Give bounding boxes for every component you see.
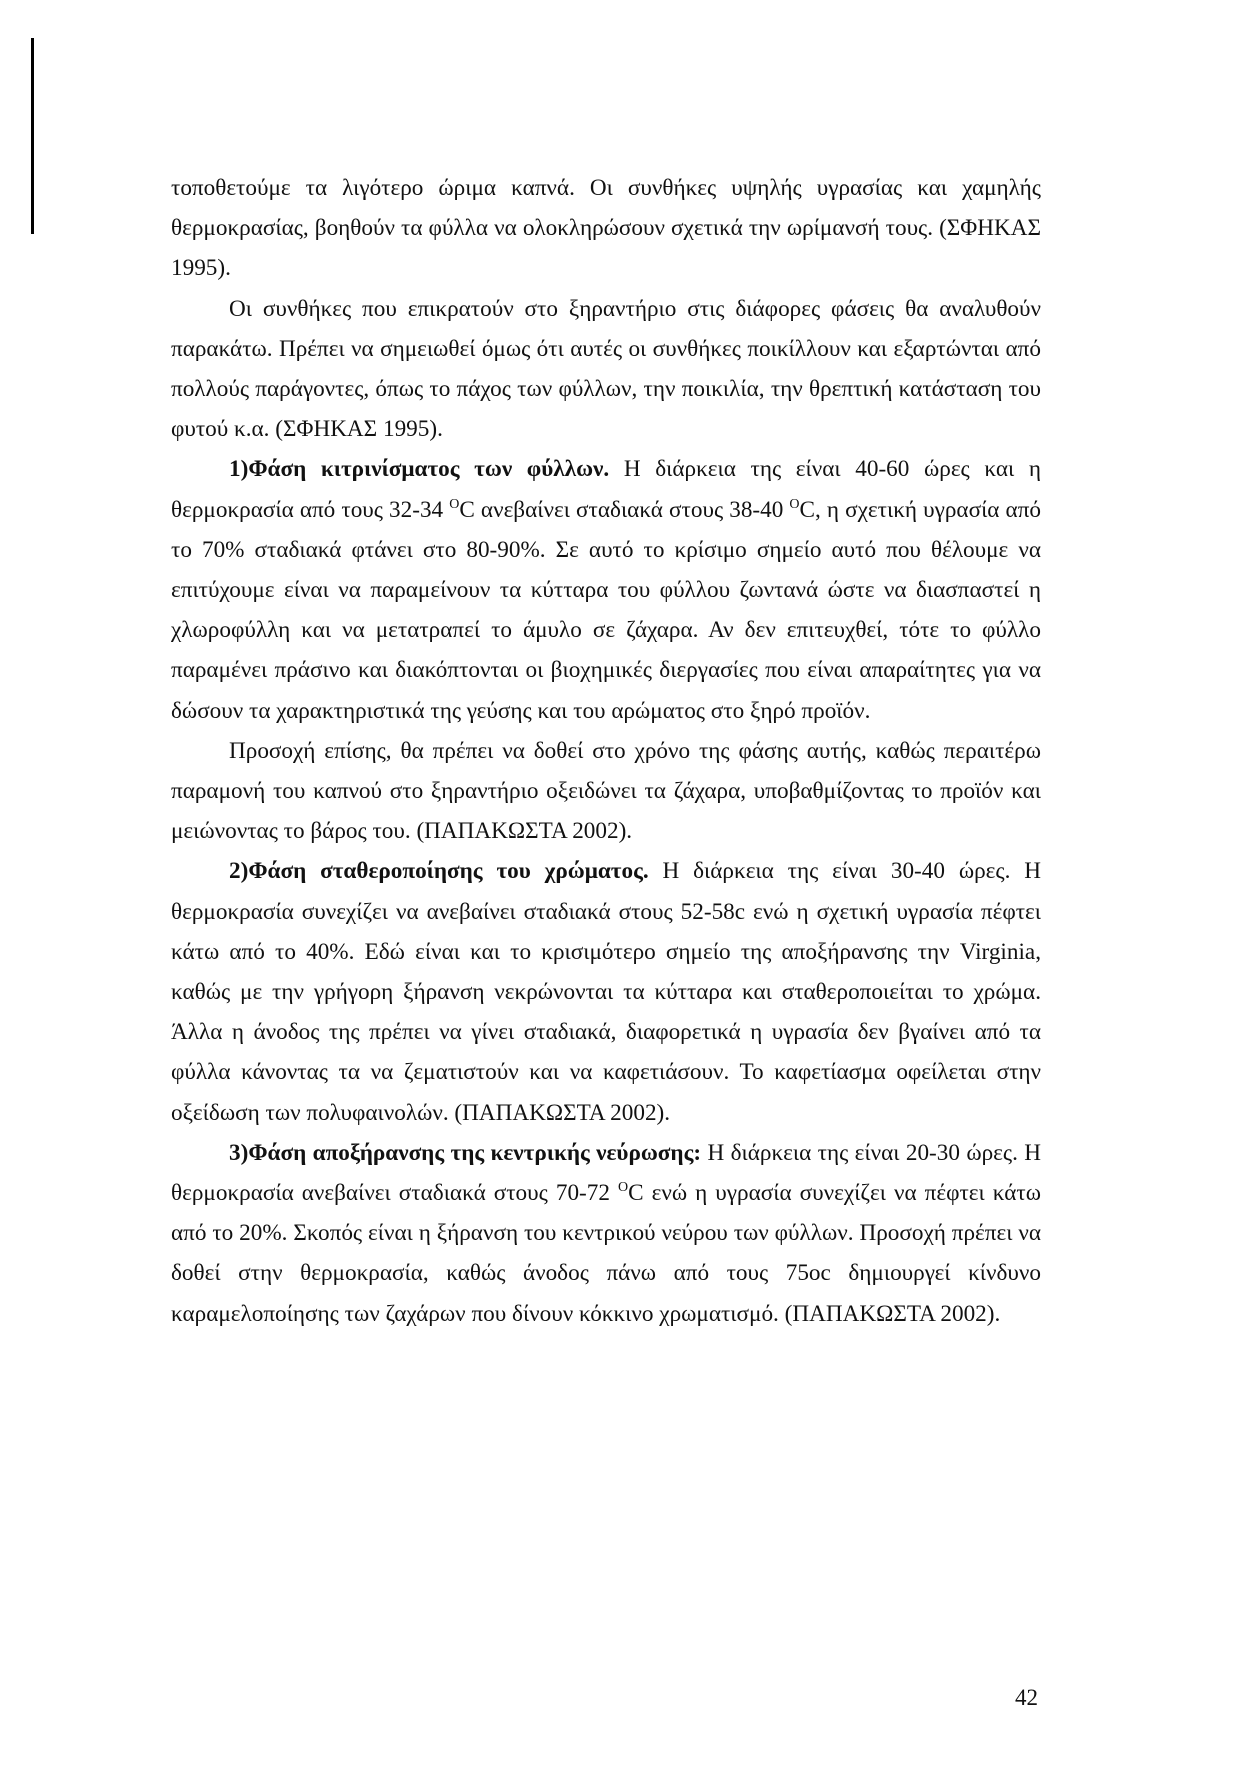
paragraph-drying-conditions — [171, 289, 1041, 450]
page-number: 42 — [1015, 1685, 1038, 1710]
paragraph-text: Η διάρκεια της είναι 30-40 ώρες. Η θερμοκρασία συνεχίζει να ανεβαίνει σταδιακά στους 52-58c ενώ η σχετική υγρασία πέφτει κάτω από το 40%. Εδώ είναι και το κρισιμότερο σημείο της αποξήρανσης την Virginia, καθώς με την γρήγορη ξήρανση νεκρώνονται τα κύτταρα και σταθεροποιείται το χρώμα. Άλλα η άνοδος της πρέπει να γίνει σταδιακά, διαφορετικά η υγρασία δεν βγαίνει από τα φύλλα κάνοντας τα να ζεματιστούν και να καφετιάσουν. Το καφετίασμα οφείλεται στην οξείδωση των πολυφαινολών. (ΠΑΠΑΚΩΣΤΑ 2002). — [171, 858, 1041, 1126]
paragraph-text: Προσοχή επίσης, θα πρέπει να δοθεί στο χρόνο της φάσης αυτής, καθώς περαιτέρω παραμονή του καπνού στο ξηραντήριο οξειδώνει τα ζάχαρα, υποβαθμίζοντας το προϊόν και μειώνοντας το βάρος του. (ΠΑΠΑΚΩΣΤΑ 2002). — [171, 737, 1041, 845]
paragraph-phase-color-fixing — [171, 851, 1041, 1132]
paragraph-phase-yellowing — [171, 449, 1041, 730]
phase-title: 1)Φάση κιτρινίσματος των φύλλων. — [229, 456, 610, 483]
scan-edge-line — [31, 38, 34, 234]
paragraph-text: C, η σχετική υγρασία από το 70% σταδιακά φτάνει στο 80-90%. Σε αυτό το κρίσιμο σημείο αυτό που θέλουμε να επιτύχουμε είναι να παραμείνουν τα κύτταρα του φύλλου ζωντανά ώστε να διασπαστεί η χλωροφύλλη και να μετατραπεί το άμυλο σε ζάχαρα. Αν δεν επιτευχθεί, τότε το φύλλο παραμένει πράσινο και διακόπτονται οι βιοχημικές διεργασίες που είναι απαραίτητες για να δώσουν τα χαρακτηριστικά της γεύσης και του αρώματος στο ξηρό προϊόν. — [171, 496, 1041, 724]
paragraph-text: Η διάρκεια της είναι 40-60 ώρες και η θερμοκρασία από τους 32-34 — [171, 456, 1041, 523]
degree-superscript: O — [617, 1180, 629, 1196]
paragraph-continuation — [171, 168, 1041, 289]
phase-title: 3)Φάση αποξήρανσης της κεντρικής νεύρωσης: — [229, 1139, 702, 1166]
degree-superscript: O — [449, 496, 460, 512]
paragraph-text: C ενώ η υγρασία συνεχίζει να πέφτει κάτω από το 20%. Σκοπός είναι η ξήρανση του κεντρικού νεύρου των φύλλων. Προσοχή πρέπει να δοθεί στην θερμοκρασία, καθώς άνοδος πάνω από τους 75oc δημιουργεί κίνδυνο καραμελοποίησης των ζαχάρων που δίνουν κόκκινο χρωματισμό. (ΠΑΠΑΚΩΣΤΑ 2002). — [171, 1180, 1041, 1327]
paragraph-text: τοποθετούμε τα λιγότερο ώριμα καπνά. Οι συνθήκες υψηλής υγρασίας και χαμηλής θερμοκρασίας, βοηθούν τα φύλλα να ολοκληρώσουν σχετικά την ωρίμανσή τους. (ΣΦΗΚΑΣ 1995). — [171, 175, 1041, 282]
paragraph-caution-oxidation — [171, 731, 1041, 852]
phase-title: 2)Φάση σταθεροποίησης του χρώματος. — [229, 858, 649, 885]
document-page — [171, 168, 1041, 1334]
paragraph-phase-midrib-drying — [171, 1133, 1041, 1334]
paragraph-text: C ανεβαίνει σταδιακά στους 38-40 — [459, 496, 790, 523]
paragraph-text: Οι συνθήκες που επικρατούν στο ξηραντήριο στις διάφορες φάσεις θα αναλυθούν παρακάτω. Πρέπει να σημειωθεί όμως ότι αυτές οι συνθήκες ποικίλλουν και εξαρτώνται από πολλούς παράγοντες, όπως το πάχος των φύλλων, την ποικιλία, την θρεπτική κατάσταση του φυτού κ.α. (ΣΦΗΚΑΣ 1995). — [171, 295, 1041, 443]
paragraph-text: Η διάρκεια της είναι 20-30 ώρες. Η θερμοκρασία ανεβαίνει σταδιακά στους 70-72 — [171, 1139, 1041, 1207]
degree-superscript: O — [789, 496, 800, 512]
